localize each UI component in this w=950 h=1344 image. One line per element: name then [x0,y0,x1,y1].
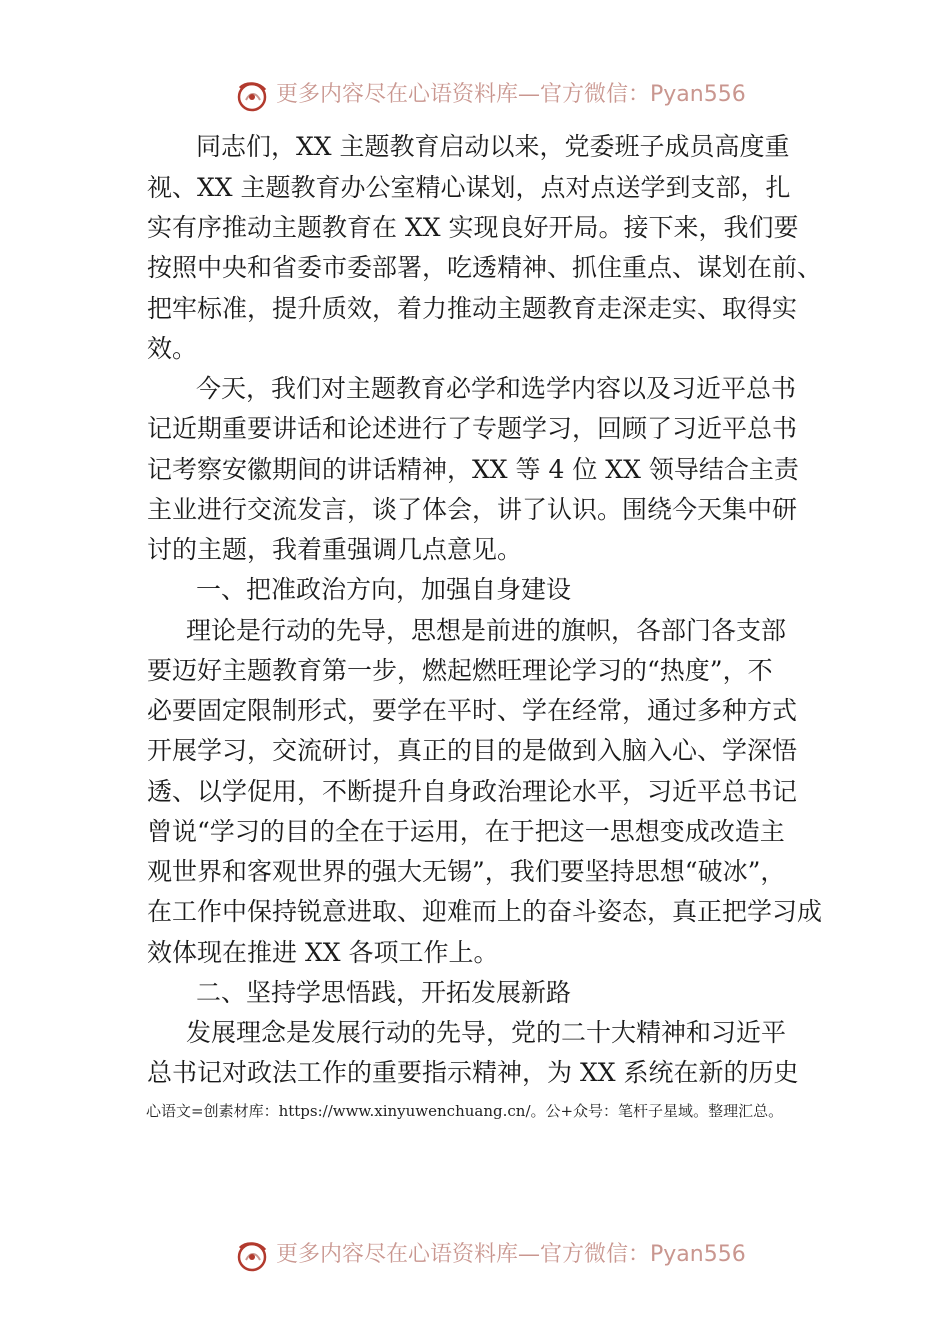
paragraph-line: 记近期重要讲话和论述进行了专题学习，回顾了习近平总书 [147,414,798,443]
brand-logo-icon [232,1238,272,1274]
paragraph-line: 透、以学促用，不断提升自身政治理论水平，习近平总书记 [147,777,798,806]
banner-wechat-id: Pyan556 [650,1242,746,1267]
paragraph-line: 讨的主题，我着重强调几点意见。 [147,535,523,564]
banner-wechat-id: Pyan556 [650,82,746,107]
paragraph-line: 按照中央和省委市委部署，吃透精神、抓住重点、谋划在前、 [147,253,823,282]
paragraph-line: 同志们，XX 主题教育启动以来，党委班子成员高度重 [196,132,790,161]
source-footnote: 心语文=创素材库：https://www.xinyuwenchuang.cn/。公+众号：笔杆子星域。整理汇总。 [146,1102,784,1120]
paragraph-line: 今天，我们对主题教育必学和选学内容以及习近平总书 [196,374,797,403]
paragraph-line: 效。 [147,334,198,363]
brand-logo-icon [232,78,272,114]
paragraph-line: 必要固定限制形式，要学在平时、学在经常，通过多种方式 [147,696,798,725]
paragraph-line: 记考察安徽期间的讲话精神，XX 等 4 位 XX 领导结合主责 [147,455,799,484]
paragraph-line: 观世界和客观世界的强大无锡”，我们要坚持思想“破冰”， [147,857,786,886]
paragraph-line: 在工作中保持锐意进取、迎难而上的奋斗姿态，真正把学习成 [147,897,823,926]
banner-text: 更多内容尽在心语资料库—官方微信： [276,82,651,107]
paragraph-line: 理论是行动的先导，思想是前进的旗帜，各部门各支部 [186,616,787,645]
paragraph-line: 效体现在推进 XX 各项工作上。 [147,938,499,967]
header-banner [0,76,950,116]
section-heading-2: 二、坚持学思悟践，开拓发展新路 [196,978,572,1007]
paragraph-line: 把牢标准，提升质效，着力推动主题教育走深走实、取得实 [147,294,798,323]
paragraph-line: 曾说“学习的目的全在于运用，在于把这一思想变成改造主 [147,817,785,846]
paragraph-line: 视、XX 主题教育办公室精心谋划，点对点送学到支部，扎 [147,173,791,202]
paragraph-line: 开展学习，交流研讨，真正的目的是做到入脑入心、学深悟 [147,736,798,765]
paragraph-line: 总书记对政法工作的重要指示精神，为 XX 系统在新的历史 [147,1058,799,1087]
paragraph-line: 主业进行交流发言，谈了体会，讲了认识。围绕今天集中研 [147,495,798,524]
section-heading-1: 一、把准政治方向，加强自身建设 [196,575,572,604]
banner-text: 更多内容尽在心语资料库—官方微信： [276,1242,651,1267]
paragraph-line: 实有序推动主题教育在 XX 实现良好开局。接下来，我们要 [147,213,799,242]
paragraph-line: 要迈好主题教育第一步，燃起燃旺理论学习的“热度”，不 [147,656,773,685]
footer-banner [0,1236,950,1276]
paragraph-line: 发展理念是发展行动的先导，党的二十大精神和习近平 [186,1018,787,1047]
